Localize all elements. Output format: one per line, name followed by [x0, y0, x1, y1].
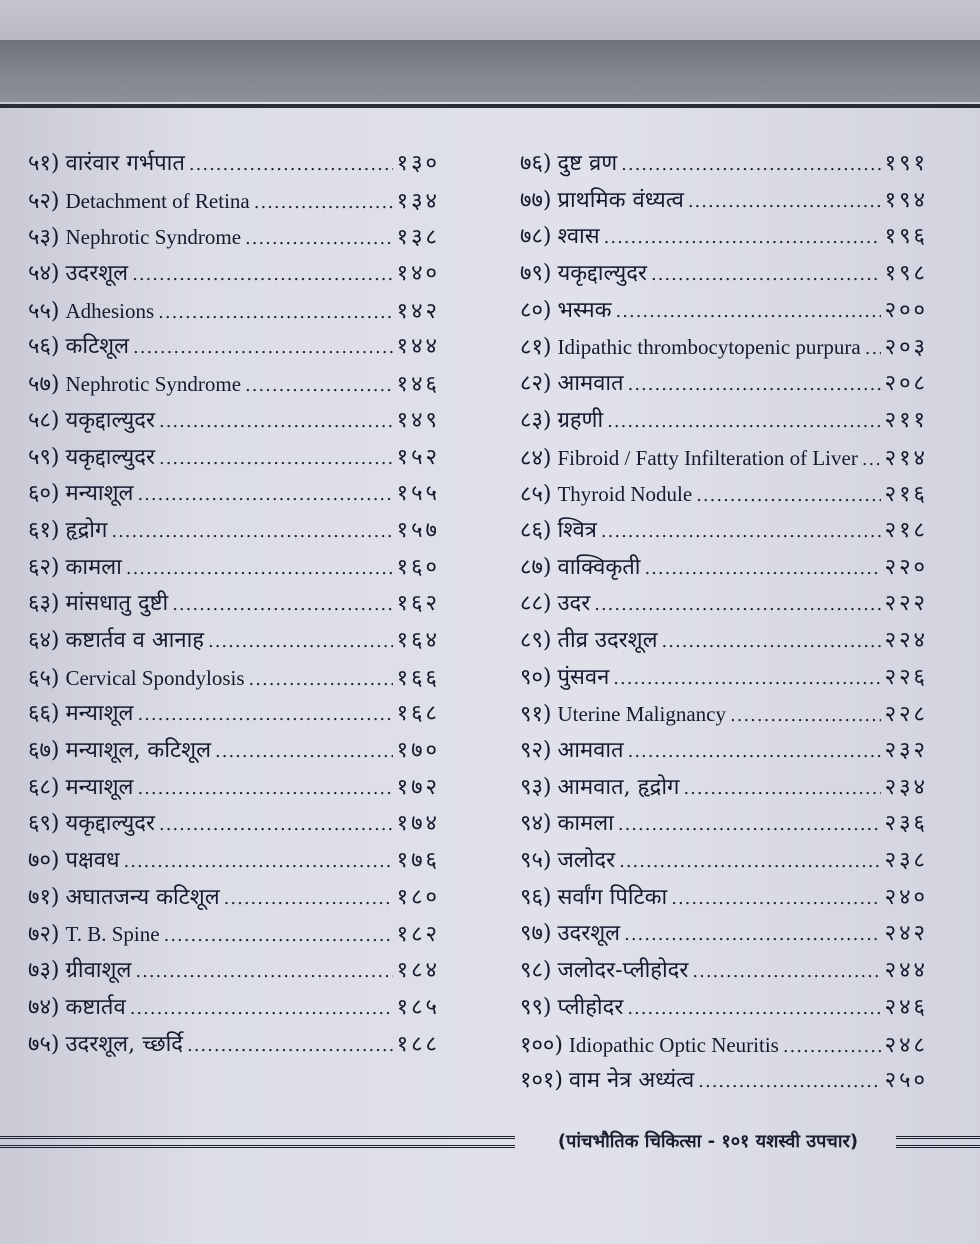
toc-entry-title: तीव्र उदरशूल: [557, 627, 658, 653]
toc-entry-number: ५६): [28, 334, 60, 360]
toc-entry-number: ६८): [28, 774, 60, 800]
toc-dot-leader: [628, 734, 881, 771]
toc-entry-number: ८८): [520, 591, 552, 617]
toc-dot-leader: [662, 624, 881, 661]
toc-entry: [28, 586, 440, 623]
toc-entry: [28, 1027, 440, 1064]
toc-entry-page: १४९: [396, 407, 440, 433]
toc-entry-number: ८७): [520, 554, 552, 580]
toc-dot-leader: [696, 478, 880, 515]
toc-entry-number: ५९): [28, 444, 60, 470]
toc-entry-page: १६४: [396, 627, 440, 653]
toc-entry-number: ६७): [28, 738, 60, 763]
toc-entry-page: १७६: [396, 848, 440, 874]
toc-entry-title: कामला: [557, 811, 614, 837]
toc-entry: [520, 366, 928, 403]
toc-entry-number: ५४): [28, 261, 60, 287]
header-band: [0, 40, 980, 102]
toc-entry: [28, 366, 440, 403]
toc-dot-leader: [158, 295, 393, 332]
toc-dot-leader: [130, 991, 393, 1028]
toc-dot-leader: [601, 514, 881, 551]
toc-dot-leader: [135, 954, 392, 991]
toc-entry-title: Idipathic thrombocytopenic purpura: [557, 335, 861, 360]
toc-dot-leader: [254, 185, 393, 222]
toc-entry-number: ६३): [28, 591, 60, 617]
toc-entry-page: १९८: [884, 261, 928, 287]
toc-entry-number: ७८): [520, 224, 552, 250]
toc-dot-leader: [616, 294, 881, 331]
toc-entry-title: T. B. Spine: [65, 922, 160, 947]
toc-entry: [28, 623, 440, 660]
toc-dot-leader: [651, 257, 881, 294]
toc-entry-number: ८४): [520, 445, 552, 471]
toc-entry-page: २०८: [884, 371, 928, 397]
toc-entry-number: १००): [520, 1032, 563, 1058]
toc-entry-page: २४०: [884, 884, 928, 910]
toc-dot-leader: [137, 771, 392, 808]
toc-entry: [520, 733, 928, 770]
toc-dot-leader: [624, 917, 881, 954]
toc-entry-number: ९०): [520, 664, 552, 690]
toc-entry-number: ९६): [520, 884, 552, 910]
toc-entry: [520, 843, 928, 880]
toc-entry: [520, 660, 928, 697]
toc-entry-title: वाक्विकृती: [557, 554, 641, 580]
toc-entry-number: ८१): [520, 335, 552, 361]
toc-entry-number: ९७): [520, 921, 552, 947]
toc-entry: [28, 513, 440, 550]
toc-entry: [28, 219, 440, 256]
toc-entry: [520, 219, 928, 256]
toc-entry-number: ९४): [520, 811, 552, 837]
toc-entry: [520, 256, 928, 293]
toc-entry: [28, 183, 440, 220]
toc-entry: [28, 476, 440, 513]
toc-dot-leader: [137, 697, 392, 734]
toc-entry-page: २३८: [884, 848, 928, 874]
toc-entry: [520, 953, 928, 990]
toc-dot-leader: [692, 954, 880, 991]
toc-column-right: [520, 146, 928, 1100]
toc-entry-number: ५५): [28, 298, 60, 324]
toc-entry-title: उदर: [557, 591, 591, 617]
toc-dot-leader: [137, 477, 392, 514]
toc-entry: [520, 1063, 928, 1100]
toc-entry: [520, 293, 928, 330]
toc-entry-title: कष्टार्तव व आनाह: [65, 627, 204, 653]
toc-dot-leader: [594, 587, 880, 624]
toc-entry-page: २२२: [884, 591, 928, 617]
toc-entry-title: Uterine Malignancy: [557, 702, 726, 727]
toc-dot-leader: [621, 147, 881, 184]
toc-dot-leader: [627, 991, 880, 1028]
toc-entry-title: वारंवार गर्भपात: [65, 151, 185, 176]
toc-entry-number: ७४): [28, 994, 60, 1020]
toc-entry-number: ५३): [28, 225, 60, 251]
toc-entry-page: १४०: [396, 261, 440, 287]
toc-entry-page: २११: [884, 407, 928, 433]
toc-entry-title: आमवात: [557, 371, 624, 397]
toc-entry-number: ९२): [520, 738, 552, 763]
toc-entry-number: ६६): [28, 701, 60, 727]
toc-entry-title: मन्याशूल, कटिशूल: [65, 738, 211, 763]
toc-entry: [520, 476, 928, 513]
toc-entry: [28, 440, 440, 477]
toc-entry-number: १०१): [520, 1068, 563, 1094]
toc-entry-page: १८२: [396, 922, 440, 948]
toc-entry: [520, 586, 928, 623]
toc-entry-page: २१८: [884, 517, 928, 543]
toc-entry: [520, 770, 928, 807]
toc-entry-number: ७३): [28, 958, 60, 984]
toc-entry-page: १७४: [396, 811, 440, 837]
toc-entry-page: २४२: [884, 921, 928, 947]
toc-entry-page: १७०: [396, 738, 440, 763]
toc-entry-number: ७०): [28, 848, 60, 874]
toc-dot-leader: [172, 587, 392, 624]
toc-entry: [520, 623, 928, 660]
toc-dot-leader: [783, 1029, 881, 1066]
toc-entry-title: प्राथमिक वंध्यत्व: [557, 187, 684, 213]
toc-entry-number: ६५): [28, 665, 60, 691]
toc-entry-title: Nephrotic Syndrome: [65, 225, 242, 250]
toc-entry-number: ८३): [520, 407, 552, 433]
toc-entry-number: ९८): [520, 958, 552, 984]
toc-entry-number: ९९): [520, 994, 552, 1020]
toc-entry-number: ६१): [28, 517, 60, 543]
toc-entry-number: ६०): [28, 481, 60, 507]
toc-dot-leader: [683, 771, 880, 808]
toc-dot-leader: [628, 367, 881, 404]
toc-entry-number: ९१): [520, 702, 552, 728]
toc-entry-number: ६४): [28, 627, 60, 653]
toc-entry-title: मांसधातु दुष्टी: [65, 591, 169, 617]
toc-dot-leader: [124, 844, 393, 881]
toc-entry-title: श्वित्र: [557, 517, 597, 543]
toc-dot-leader: [159, 404, 393, 441]
toc-entry-page: २३४: [884, 774, 928, 800]
toc-entry-title: हृद्रोग: [65, 517, 108, 543]
toc-dot-leader: [164, 918, 393, 955]
toc-entry-page: १४२: [396, 298, 440, 324]
toc-dot-leader: [111, 514, 392, 551]
toc-entry: [520, 1027, 928, 1064]
toc-dot-leader: [189, 147, 393, 184]
header-rule: [0, 104, 980, 108]
toc-entry-title: Fibroid / Fatty Infilteration of Liver: [557, 445, 858, 470]
toc-entry-page: १६८: [396, 701, 440, 727]
toc-dot-leader: [215, 734, 393, 771]
toc-entry-number: ६९): [28, 811, 60, 837]
toc-entry-number: ७५): [28, 1031, 60, 1057]
footer-rule-left: [0, 1136, 515, 1148]
toc-entry-page: २४६: [884, 994, 928, 1020]
toc-dot-leader: [618, 807, 881, 844]
toc-entry-title: आमवात, हृद्रोग: [557, 774, 680, 800]
toc-entry-title: वाम नेत्र अध्यंत्व: [568, 1068, 695, 1094]
toc-entry-number: ७७): [520, 187, 552, 213]
toc-dot-leader: [730, 698, 881, 735]
toc-entry: [520, 440, 928, 477]
toc-entry-page: २३६: [884, 811, 928, 837]
toc-entry-number: ८९): [520, 627, 552, 653]
toc-entry-page: २२०: [884, 554, 928, 580]
toc-entry: [520, 696, 928, 733]
toc-dot-leader: [865, 331, 881, 368]
toc-dot-leader: [159, 807, 393, 844]
toc-entry-title: यकृद्दाल्युदर: [65, 407, 155, 433]
toc-entry-page: १४६: [396, 372, 440, 398]
toc-entry: [520, 146, 928, 183]
toc-entry-title: उदरशूल, च्छर्दि: [65, 1031, 183, 1057]
toc-entry-title: मन्याशूल: [65, 481, 134, 507]
toc-entry-page: १९१: [884, 151, 928, 176]
toc-dot-leader: [613, 661, 880, 698]
toc-entry-page: १५५: [396, 481, 440, 507]
toc-entry: [28, 550, 440, 587]
toc-entry: [28, 733, 440, 770]
toc-dot-leader: [126, 551, 393, 588]
toc-entry-title: प्लीहोदर: [557, 994, 624, 1020]
toc-dot-leader: [604, 220, 881, 257]
toc-entry-title: Nephrotic Syndrome: [65, 372, 242, 397]
toc-dot-leader: [671, 881, 880, 918]
toc-entry-title: सर्वांग पिटिका: [557, 884, 668, 910]
toc-entry-number: ७१): [28, 884, 60, 910]
toc-entry-page: १७२: [396, 774, 440, 800]
toc-entry-title: मन्याशूल: [65, 774, 134, 800]
toc-dot-leader: [607, 404, 881, 441]
toc-entry-page: २२४: [884, 627, 928, 653]
toc-entry: [520, 916, 928, 953]
toc-entry-title: दुष्ट व्रण: [557, 151, 618, 176]
toc-entry-title: जलोदर-प्लीहोदर: [557, 958, 689, 984]
toc-entry-page: १८५: [396, 994, 440, 1020]
toc-entry-number: ५८): [28, 407, 60, 433]
toc-entry-number: ८५): [520, 482, 552, 508]
toc-entry-title: ग्रीवाशूल: [65, 958, 132, 984]
toc-entry: [28, 660, 440, 697]
toc-entry-number: ५२): [28, 188, 60, 214]
toc-entry-title: Idiopathic Optic Neuritis: [568, 1032, 779, 1057]
toc-entry-title: Cervical Spondylosis: [65, 665, 245, 690]
toc-entry-title: ग्रहणी: [557, 407, 604, 433]
toc-entry-title: मन्याशूल: [65, 701, 134, 727]
toc-entry-page: १८४: [396, 958, 440, 984]
toc-entry: [28, 843, 440, 880]
toc-dot-leader: [245, 221, 393, 258]
toc-dot-leader: [133, 330, 393, 367]
toc-entry-title: कटिशूल: [65, 334, 130, 360]
toc-dot-leader: [619, 844, 881, 881]
toc-entry-page: १८८: [396, 1031, 440, 1057]
toc-entry: [520, 990, 928, 1027]
toc-entry-page: १३०: [396, 151, 440, 176]
toc-entry-number: ८६): [520, 517, 552, 543]
toc-entry: [28, 990, 440, 1027]
toc-entry-number: ७२): [28, 922, 60, 948]
toc-entry-number: ८२): [520, 371, 552, 397]
toc-entry-title: श्वास: [557, 224, 600, 250]
toc-entry-page: २१६: [884, 482, 928, 508]
toc-entry-page: १६६: [396, 665, 440, 691]
toc-dot-leader: [249, 662, 393, 699]
toc-entry-title: उदरशूल: [557, 921, 621, 947]
toc-entry: [28, 403, 440, 440]
toc-entry-title: जलोदर: [557, 848, 616, 874]
toc-entry-title: आमवात: [557, 738, 624, 763]
toc-entry-page: २००: [884, 297, 928, 323]
toc-entry-number: ७६): [520, 151, 552, 176]
toc-entry-title: अघातजन्य कटिशूल: [65, 884, 220, 910]
toc-dot-leader: [208, 624, 393, 661]
toc-dot-leader: [224, 881, 393, 918]
toc-entry: [520, 329, 928, 366]
toc-entry-title: कष्टार्तव: [65, 994, 126, 1020]
toc-entry-number: ५७): [28, 372, 60, 398]
toc-entry-page: १३४: [396, 188, 440, 214]
toc-entry: [520, 806, 928, 843]
toc-column-left: [28, 146, 440, 1063]
toc-entry-page: १४४: [396, 334, 440, 360]
toc-entry-number: ८०): [520, 297, 552, 323]
toc-entry-number: ७९): [520, 261, 552, 287]
toc-entry-page: १६२: [396, 591, 440, 617]
toc-entry-title: यकृद्दाल्युदर: [65, 444, 155, 470]
toc-entry-title: यकृद्दाल्युदर: [65, 811, 155, 837]
toc-entry-page: १५७: [396, 517, 440, 543]
toc-entry-number: ९५): [520, 848, 552, 874]
toc-dot-leader: [245, 368, 393, 405]
toc-entry: [28, 696, 440, 733]
toc-entry-page: २२८: [884, 702, 928, 728]
toc-entry-page: १६०: [396, 554, 440, 580]
toc-entry: [28, 880, 440, 917]
toc-entry: [28, 146, 440, 183]
toc-entry: [28, 293, 440, 330]
toc-entry: [28, 770, 440, 807]
toc-entry: [28, 806, 440, 843]
toc-entry-page: १३८: [396, 225, 440, 251]
toc-entry-page: २१४: [884, 445, 928, 471]
toc-entry: [28, 256, 440, 293]
toc-entry-page: २२६: [884, 664, 928, 690]
toc-entry-title: Adhesions: [65, 298, 155, 323]
toc-entry-page: २४४: [884, 958, 928, 984]
toc-entry-title: Detachment of Retina: [65, 188, 250, 213]
toc-entry-page: १९४: [884, 187, 928, 213]
toc-entry: [520, 550, 928, 587]
toc-entry-page: १९६: [884, 224, 928, 250]
toc-dot-leader: [644, 551, 880, 588]
toc-dot-leader: [688, 184, 881, 221]
toc-entry-title: Thyroid Nodule: [557, 482, 693, 507]
toc-entry-page: २०३: [884, 335, 928, 361]
toc-dot-leader: [159, 441, 393, 478]
toc-entry-title: पक्षवध: [65, 848, 120, 874]
toc-entry: [520, 183, 928, 220]
toc-entry: [520, 513, 928, 550]
toc-entry: [28, 953, 440, 990]
toc-dot-leader: [862, 442, 881, 479]
toc-entry-page: २३२: [884, 738, 928, 763]
toc-entry-title: यकृद्दाल्युदर: [557, 261, 647, 287]
toc-dot-leader: [132, 257, 393, 294]
footer-rule-right: [896, 1136, 980, 1148]
toc-entry-page: १५२: [396, 444, 440, 470]
toc-entry-title: पुंसवन: [557, 664, 610, 690]
top-margin: [0, 0, 980, 40]
toc-entry: [28, 329, 440, 366]
toc-entry-title: भस्मक: [557, 297, 612, 323]
toc-entry-number: ५१): [28, 151, 60, 176]
toc-entry: [520, 880, 928, 917]
toc-entry: [520, 403, 928, 440]
toc-dot-leader: [698, 1064, 880, 1101]
toc-entry-page: १८०: [396, 884, 440, 910]
toc-entry-title: उदरशूल: [65, 261, 129, 287]
toc-dot-leader: [187, 1028, 393, 1065]
toc-entry-number: ६२): [28, 554, 60, 580]
footer-book-title: (पांचभौतिक चिकित्सा - १०१ यशस्वी उपचार): [557, 1131, 859, 1152]
toc-entry-number: ९३): [520, 774, 552, 800]
toc-entry: [28, 916, 440, 953]
toc-entry-page: २४८: [884, 1032, 928, 1058]
toc-entry-page: २५०: [884, 1068, 928, 1094]
toc-entry-title: कामला: [65, 554, 122, 580]
